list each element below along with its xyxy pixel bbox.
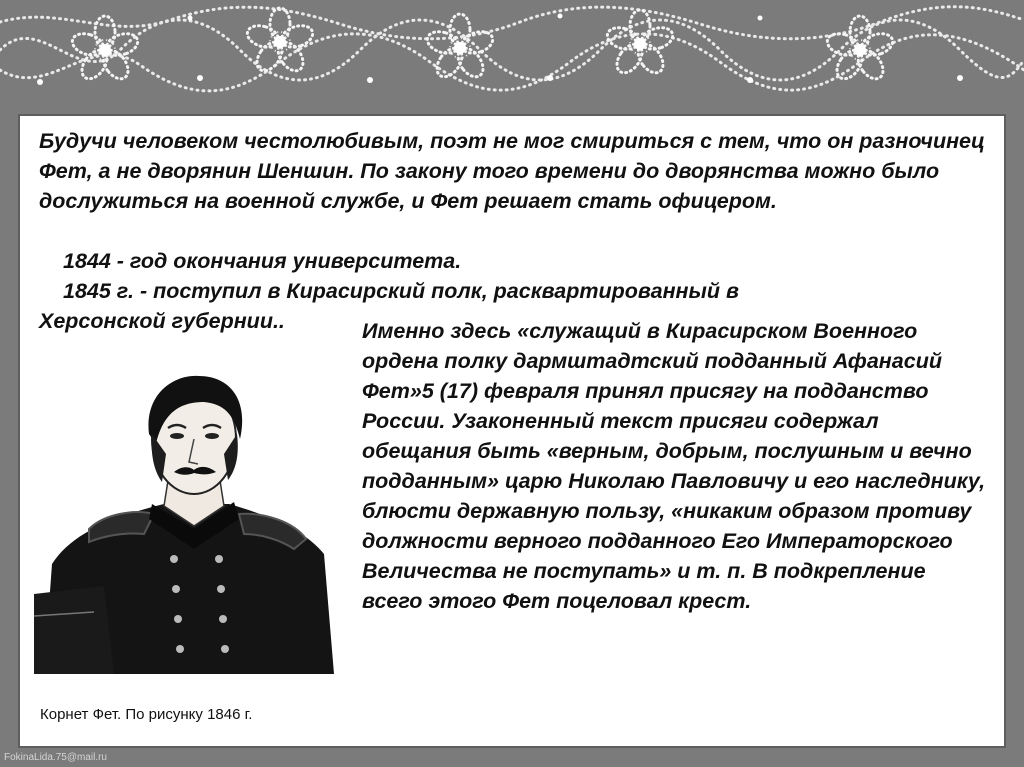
intro-paragraph: Будучи человеком честолюбивым, поэт не мог смириться с тем, что он разночинец Фет, а не дворянин Шеншин. По закону того времени до дворянства можно было дослужиться на военной службе, и Фет решает стать офицером. (39, 129, 985, 213)
year-1844-line: 1844 - год окончания университета. (63, 249, 462, 273)
portrait-caption: Корнет Фет. По рисунку 1846 г. (40, 706, 253, 723)
pearl-ornament-icon (0, 0, 1024, 108)
oath-paragraph: Именно здесь «служащий в Кирасирском Военного ордена полку дармштадтский подданный Афанасий Фет»5 (17) февраля принял присягу на подданство России. Узаконенный текст присяги содержал обещания быть «верным, добрым, послушным и вечно подданным» царю Николаю Павловичу и его наследнику, блюсти державную пользу, «никаким образом противу должности верного подданного Его Императорского Величества не поступать» и т. п. В подкрепление всего этого Фет поцеловал крест. (362, 319, 986, 613)
portrait-image (34, 354, 344, 674)
kherson-line: Херсонской губернии.. (39, 309, 285, 333)
content-panel (20, 116, 1004, 746)
footer-email: FokinaLida.75@mail.ru (4, 752, 107, 763)
year-1845-line: 1845 г. - поступил в Кирасирский полк, расквартированный в (63, 279, 739, 303)
